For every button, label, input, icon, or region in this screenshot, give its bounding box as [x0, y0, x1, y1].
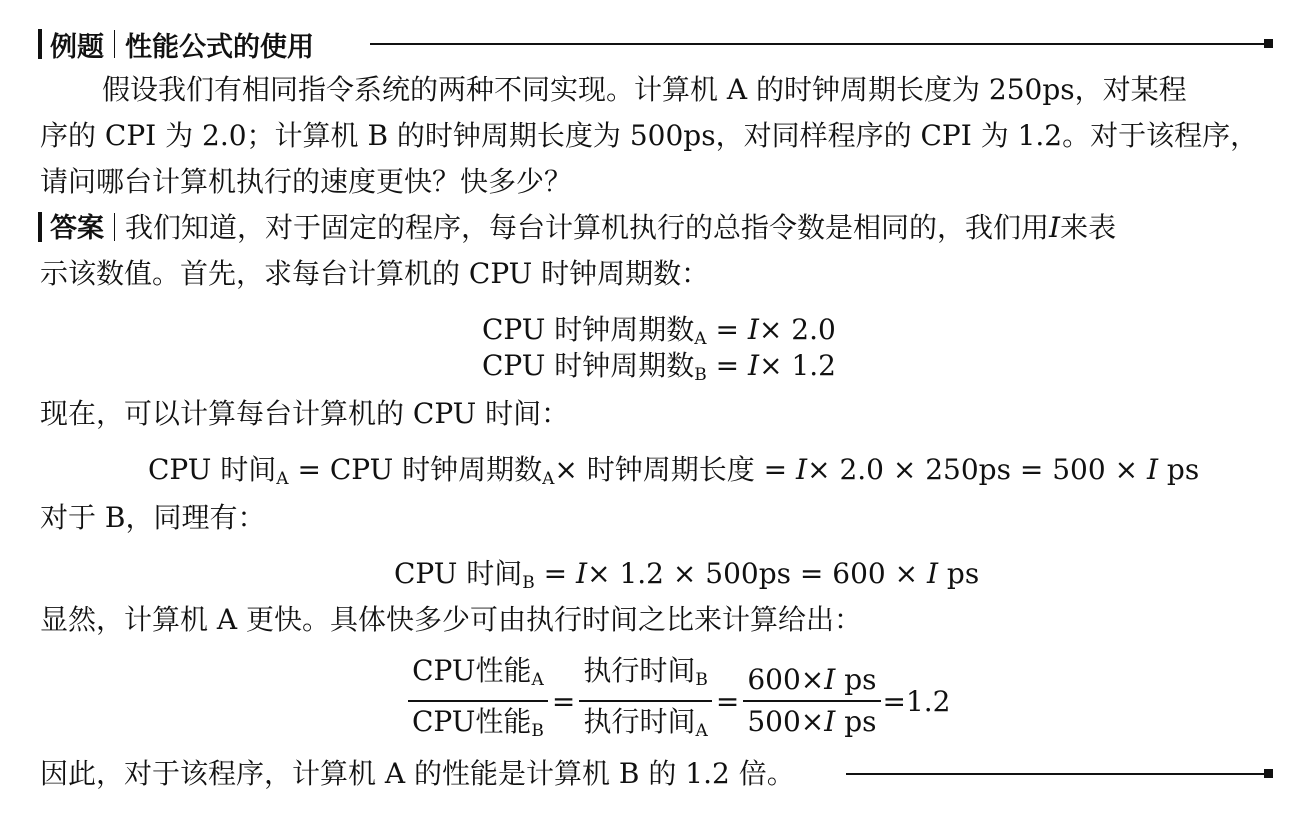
eq-cycles-a-lhs: CPU 时钟周期数 [482, 313, 695, 346]
eq-cycles-b-rhs: × 1.2 [759, 349, 836, 382]
answer-bar [38, 212, 42, 242]
heading-rule [370, 43, 1265, 45]
eq-time-a-end: ps [1158, 453, 1200, 486]
answer-text-1a: 我们知道，对于固定的程序，每台计算机执行的总指令数是相同的，我们用 [125, 211, 1050, 244]
perf-den-text: CPU性能 [412, 705, 532, 738]
time-num-text: 执行时间 [583, 654, 696, 687]
equation-time-a [148, 452, 1199, 497]
heading-separator [114, 30, 115, 58]
frac-exec-time-den [579, 702, 711, 748]
answer-line-2: 示该数值。首先，求每台计算机的 CPU 时钟周期数： [40, 257, 710, 290]
eq-time-a-var: I [796, 453, 808, 486]
answer-var-i: I [1049, 211, 1061, 244]
eq-time-b-sub: B [522, 573, 535, 593]
perf-num-text: CPU性能 [412, 654, 532, 687]
val-den-b: ps [835, 705, 877, 738]
eq-time-b-end: ps [938, 557, 980, 590]
eq-time-a-mid-sub: A [542, 469, 555, 489]
perf-num-sub: A [531, 670, 544, 690]
eq-cycles-b-eq: = [706, 349, 749, 382]
answer-text-1b: 来表 [1060, 211, 1117, 244]
equation-ratio [406, 654, 951, 748]
eq-time-a-mid2: × 时钟周期长度 = [554, 453, 797, 486]
eq-time-a-rhs: × 2.0 × 250ps = 500 × [807, 453, 1147, 486]
perf-den-sub: B [531, 721, 544, 741]
frac-exec-time [579, 654, 712, 748]
time-den-sub: A [695, 721, 708, 741]
frac-values-num [743, 663, 880, 702]
answer-line-1 [38, 208, 1116, 249]
heading-bar [38, 29, 42, 59]
frac-values [743, 663, 880, 739]
val-num-var: I [824, 663, 836, 696]
answer-line-5: 显然，计算机 A 更快。具体快多少可由执行时间之比来计算给出： [40, 603, 863, 636]
frac-performance-num [408, 654, 548, 702]
eq-cycles-a-eq: = [706, 313, 748, 346]
question-line-3: 请问哪台计算机执行的速度更快？快多少？ [40, 165, 573, 198]
time-num-sub: B [695, 670, 708, 690]
eq-cycles-a-var: I [747, 313, 759, 346]
conclusion-rule [846, 773, 1265, 775]
eq-time-b-lhs: CPU 时间 [394, 557, 523, 590]
eq-time-b-var: I [576, 557, 588, 590]
val-den-a: 500× [747, 705, 825, 738]
val-num-a: 600× [747, 663, 825, 696]
frac-values-den [743, 702, 880, 739]
equation-cycles-b [482, 348, 836, 393]
eq-time-a-lhs: CPU 时间 [148, 453, 277, 486]
eq-cycles-b-var: I [748, 349, 760, 382]
eq-time-a-sub: A [276, 469, 289, 489]
equation-time-b [394, 556, 979, 601]
eq-cycles-b-lhs: CPU 时钟周期数 [482, 349, 695, 382]
eq-time-a-mid: = CPU 时钟周期数 [288, 453, 543, 486]
conclusion-rule-end [1264, 769, 1273, 778]
example-heading [38, 24, 314, 64]
ratio-result: =1.2 [882, 684, 951, 718]
heading-rule-end [1264, 39, 1273, 48]
question-line-2: 序的 CPI 为 2.0；计算机 B 的时钟周期长度为 500ps，对同样程序的 CPI 为 1.2。对于该程序， [40, 119, 1259, 152]
time-den-text: 执行时间 [583, 705, 696, 738]
frac-exec-time-num [579, 654, 712, 702]
eq-time-b-rhs: × 1.2 × 500ps = 600 × [587, 557, 927, 590]
answer-separator [114, 213, 115, 241]
frac-performance-den [408, 702, 548, 748]
eq-time-a-var2: I [1146, 453, 1158, 486]
answer-line-3: 现在，可以计算每台计算机的 CPU 时间： [40, 397, 570, 430]
example-label: 例题 [50, 31, 104, 63]
eq-time-b-eq: = [534, 557, 577, 590]
answer-label: 答案 [50, 213, 104, 244]
eq-time-b-var2: I [926, 557, 939, 590]
frac-performance [408, 654, 548, 748]
eq-cycles-a-sub: A [694, 329, 707, 349]
val-den-var: I [824, 705, 836, 738]
eq-cycles-a-rhs: × 2.0 [758, 313, 836, 346]
ratio-eq-1: = [551, 684, 576, 718]
val-num-b: ps [835, 663, 877, 696]
answer-line-4: 对于 B，同理有： [40, 501, 266, 534]
ratio-eq-2: = [715, 684, 740, 718]
conclusion-line: 因此，对于该程序，计算机 A 的性能是计算机 B 的 1.2 倍。 [40, 757, 795, 790]
eq-cycles-b-sub: B [694, 365, 707, 385]
example-title: 性能公式的使用 [125, 31, 314, 63]
question-line-1: 假设我们有相同指令系统的两种不同实现。计算机 A 的时钟周期长度为 250ps，对某程 [102, 73, 1187, 106]
